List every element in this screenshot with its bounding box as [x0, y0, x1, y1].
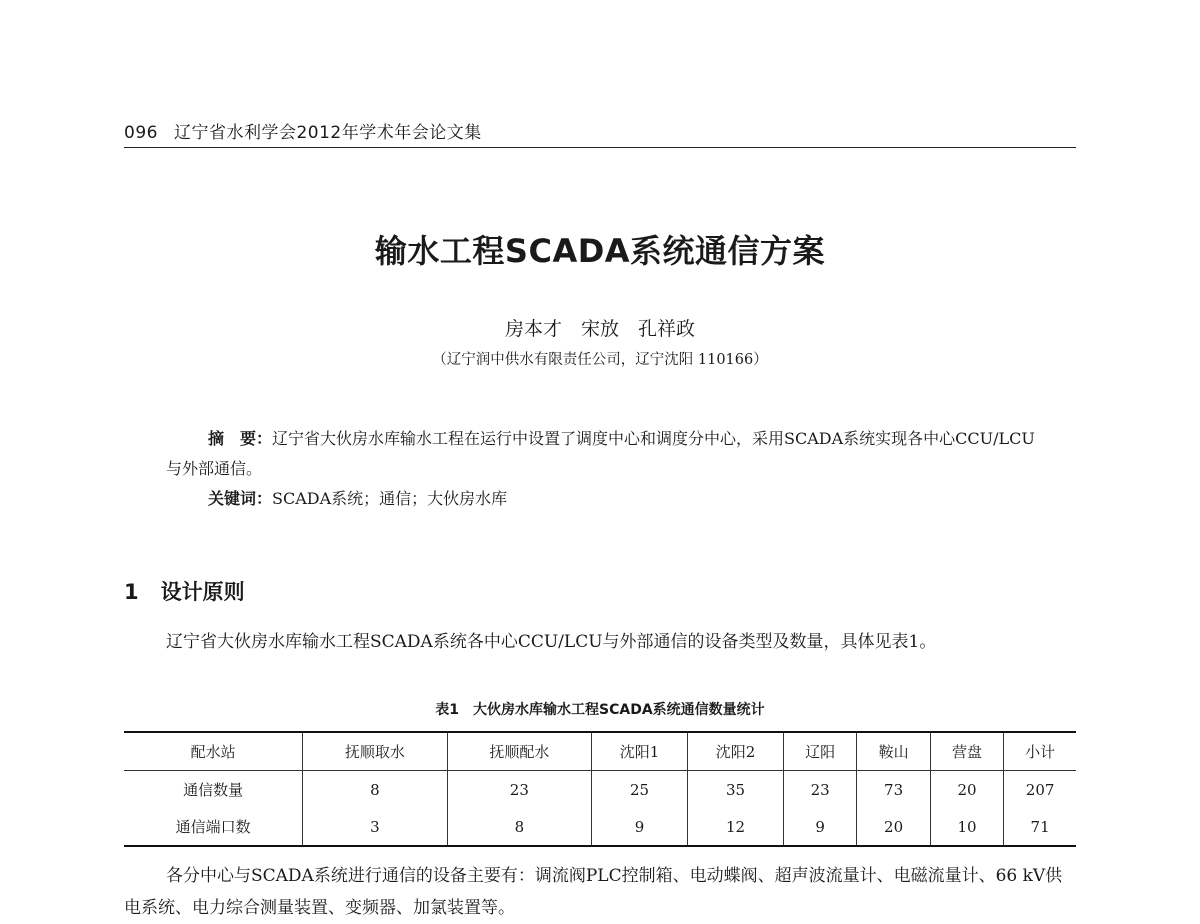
header-cell: 辽阳	[783, 732, 856, 771]
keywords-text: SCADA系统；通信；大伙房水库	[272, 489, 508, 508]
affiliation: （辽宁润中供水有限责任公司，辽宁沈阳 110166）	[432, 352, 768, 368]
table-cell: 35	[688, 771, 784, 809]
section-number: 1	[124, 580, 139, 604]
header-cell: 抚顺配水	[447, 732, 591, 771]
abstract-paragraph	[166, 424, 1046, 484]
table-cell: 207	[1004, 771, 1076, 809]
table-row	[124, 771, 1076, 809]
stats-table	[124, 731, 1076, 847]
header-cell: 抚顺取水	[303, 732, 447, 771]
header-cell: 沈阳2	[688, 732, 784, 771]
abstract	[166, 424, 1046, 514]
page-number: 096	[124, 123, 158, 143]
table-cell: 通信端口数	[175, 818, 251, 836]
header-cell: 配水站	[124, 732, 303, 771]
table-row	[124, 808, 1076, 846]
table-cell: 通信数量	[183, 781, 244, 799]
table-cell: 20	[930, 771, 1003, 809]
table-cell: 9	[783, 808, 856, 846]
table-cell: 8	[303, 771, 447, 809]
running-header	[124, 118, 1076, 148]
keywords	[166, 484, 1046, 514]
body-paragraph-1: 辽宁省大伙房水库输水工程SCADA系统各中心CCU/LCU与外部通信的设备类型及数量，具体见表1。	[166, 632, 937, 652]
table-cell: 20	[857, 808, 930, 846]
abstract-label: 摘 要：	[208, 429, 273, 448]
body-paragraph-2: 各分中心与SCADA系统进行通信的设备主要有：调流阀PLC控制箱、电动蝶阀、超声波流量计、电磁流量计、66 kV供电系统、电力综合测量装置、变频器、加氯装置等。	[124, 866, 1063, 918]
table-cell: 23	[447, 771, 591, 809]
authors: 房本才 宋放 孔祥政	[504, 318, 695, 340]
header-cell: 沈阳1	[592, 732, 688, 771]
header-cell: 鞍山	[857, 732, 930, 771]
table-cell: 9	[592, 808, 688, 846]
table-cell: 8	[447, 808, 591, 846]
paper-title: 输水工程SCADA系统通信方案	[374, 232, 826, 270]
table-cell: 12	[688, 808, 784, 846]
header-cell: 营盘	[930, 732, 1003, 771]
table-cell: 3	[303, 808, 447, 846]
abstract-text: 辽宁省大伙房水库输水工程在运行中设置了调度中心和调度分中心，采用SCADA系统实现各中心CCU/LCU与外部通信。	[166, 429, 1035, 478]
table-cell: 10	[930, 808, 1003, 846]
section-title: 设计原则	[160, 580, 245, 604]
table-header-row	[124, 732, 1076, 771]
table-caption: 表1 大伙房水库输水工程SCADA系统通信数量统计	[435, 702, 765, 718]
keywords-label: 关键词：	[208, 489, 273, 508]
table-cell: 23	[783, 771, 856, 809]
journal-title: 辽宁省水利学会2012年学术年会论文集	[173, 123, 482, 143]
table-cell: 25	[592, 771, 688, 809]
header-cell: 小计	[1004, 732, 1076, 771]
table-cell: 71	[1004, 808, 1076, 846]
table-cell: 73	[857, 771, 930, 809]
section-heading	[124, 576, 245, 606]
